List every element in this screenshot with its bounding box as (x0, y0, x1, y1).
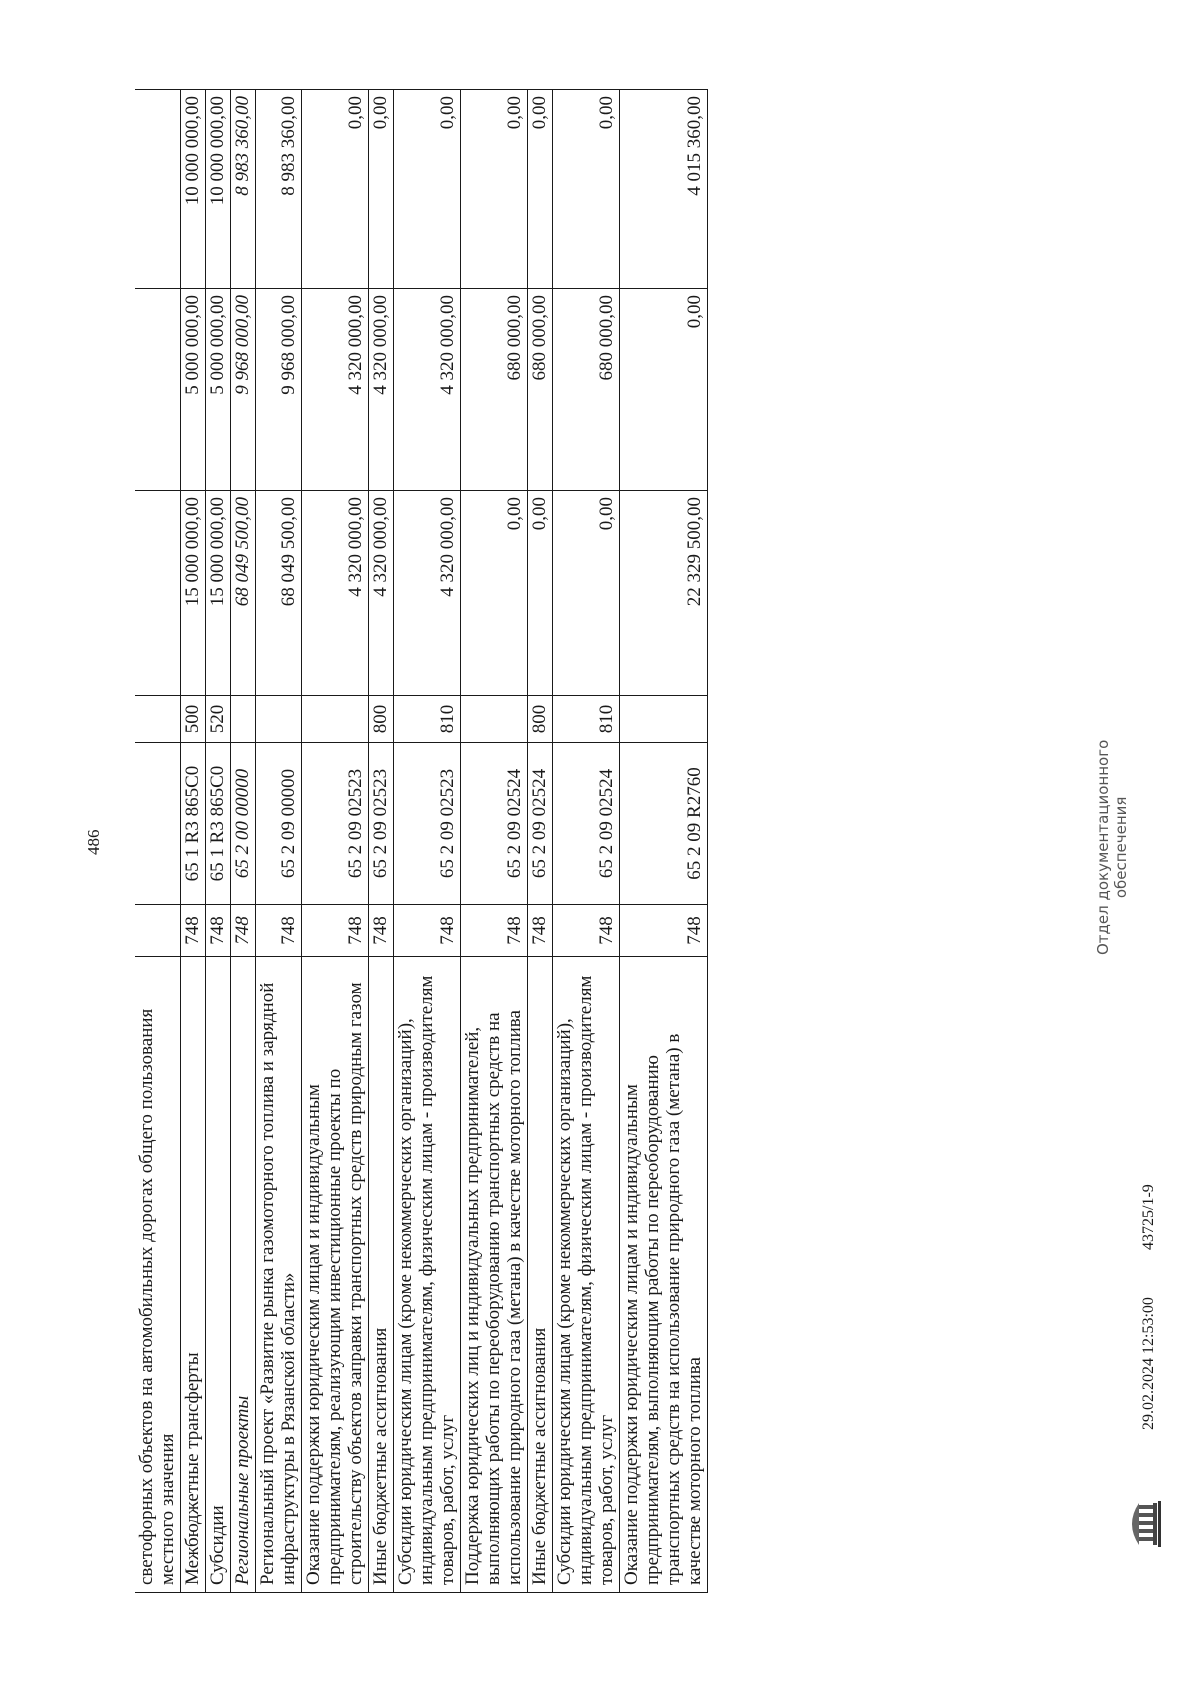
footer-date: 29.02.2024 12:53:00 (1140, 1297, 1157, 1430)
stamp-line-2: обеспечения (1112, 796, 1130, 899)
row-csr-cell: 65 2 09 02524 (553, 743, 620, 905)
row-name-cell: светофорных объектов на автомобильных дорогах общего пользования местного значения (135, 957, 181, 1593)
table-row (302, 90, 369, 1593)
row-csr-cell (135, 743, 181, 905)
table-row (181, 90, 206, 1593)
page-footer (1094, 255, 1180, 1555)
department-stamp (1094, 740, 1130, 955)
budget-table (135, 89, 708, 1593)
row-gr-cell: 748 (461, 905, 528, 957)
table-row (256, 90, 302, 1593)
duma-logo-icon (1125, 1493, 1165, 1555)
row-amount-2026-cell: 10 000 000,00 (206, 90, 231, 289)
row-gr-cell: 748 (553, 905, 620, 957)
table-row (135, 90, 181, 1593)
row-csr-cell: 65 1 R3 865C0 (181, 743, 206, 905)
row-gr-cell: 748 (302, 905, 369, 957)
row-csr-cell: 65 2 09 02524 (528, 743, 553, 905)
table-row (620, 90, 708, 1593)
row-amount-2024-cell: 15 000 000,00 (181, 491, 206, 696)
row-amount-2025-cell: 5 000 000,00 (206, 289, 231, 491)
stamp-line-1: Отдел документационного (1094, 739, 1112, 955)
row-amount-2026-cell: 4 015 360,00 (620, 90, 708, 289)
row-gr-cell: 748 (528, 905, 553, 957)
row-amount-2025-cell: 9 968 000,00 (231, 289, 256, 491)
row-name-cell: Субсидии (206, 957, 231, 1593)
row-amount-2024-cell: 4 320 000,00 (369, 491, 394, 696)
row-csr-cell: 65 2 09 02523 (302, 743, 369, 905)
row-amount-2024-cell: 0,00 (553, 491, 620, 696)
row-csr-cell: 65 1 R3 865C0 (206, 743, 231, 905)
row-amount-2026-cell: 0,00 (461, 90, 528, 289)
row-csr-cell: 65 2 09 R2760 (620, 743, 708, 905)
row-amount-2026-cell (135, 90, 181, 289)
row-vr-cell (620, 696, 708, 743)
row-amount-2025-cell: 4 320 000,00 (394, 289, 461, 491)
row-gr-cell: 748 (181, 905, 206, 957)
row-name-cell: Региональный проект «Развитие рынка газомоторного топлива и зарядной инфраструктуры в Рязанской области» (256, 957, 302, 1593)
row-gr-cell (135, 905, 181, 957)
row-csr-cell: 65 2 09 02524 (461, 743, 528, 905)
table-row (394, 90, 461, 1593)
table-row (206, 90, 231, 1593)
row-name-cell: Субсидии юридическим лицам (кроме некоммерческих организаций), индивидуальным предпринимателям, физическим лицам - производителям товаров, работ, услуг (394, 957, 461, 1593)
row-vr-cell (231, 696, 256, 743)
row-csr-cell: 65 2 09 02523 (394, 743, 461, 905)
row-name-cell: Межбюджетные трансферты (181, 957, 206, 1593)
table-row (461, 90, 528, 1593)
row-vr-cell: 500 (181, 696, 206, 743)
row-amount-2026-cell: 0,00 (369, 90, 394, 289)
row-amount-2024-cell: 68 049 500,00 (231, 491, 256, 696)
row-amount-2024-cell: 4 320 000,00 (302, 491, 369, 696)
row-gr-cell: 748 (256, 905, 302, 957)
row-amount-2025-cell: 4 320 000,00 (302, 289, 369, 491)
row-vr-cell: 810 (394, 696, 461, 743)
row-gr-cell: 748 (369, 905, 394, 957)
row-name-cell: Оказание поддержки юридическим лицам и индивидуальным предпринимателям, выполняющим работы по переоборудованию транспортных средств на использование природного газа (метана) в качестве моторного топлива (620, 957, 708, 1593)
row-amount-2025-cell: 680 000,00 (528, 289, 553, 491)
row-name-cell: Региональные проекты (231, 957, 256, 1593)
row-amount-2024-cell: 4 320 000,00 (394, 491, 461, 696)
row-amount-2025-cell (135, 289, 181, 491)
row-amount-2026-cell: 8 983 360,00 (231, 90, 256, 289)
row-amount-2024-cell: 15 000 000,00 (206, 491, 231, 696)
table-row (369, 90, 394, 1593)
row-amount-2025-cell: 4 320 000,00 (369, 289, 394, 491)
row-amount-2024-cell (135, 491, 181, 696)
table-row (553, 90, 620, 1593)
row-vr-cell: 800 (528, 696, 553, 743)
table-row (231, 90, 256, 1593)
row-vr-cell: 800 (369, 696, 394, 743)
row-name-cell: Иные бюджетные ассигнования (528, 957, 553, 1593)
row-name-cell: Иные бюджетные ассигнования (369, 957, 394, 1593)
page-number: 486 (84, 829, 103, 855)
row-amount-2025-cell: 5 000 000,00 (181, 289, 206, 491)
row-name-cell: Поддержка юридических лиц и индивидуальных предпринимателей, выполняющих работы по переоборудованию транспортных средств на использование природного газа (метана) в качестве моторного топлива (461, 957, 528, 1593)
row-amount-2025-cell: 680 000,00 (461, 289, 528, 491)
row-amount-2026-cell: 10 000 000,00 (181, 90, 206, 289)
row-vr-cell: 520 (206, 696, 231, 743)
row-csr-cell: 65 2 09 02523 (369, 743, 394, 905)
row-amount-2024-cell: 68 049 500,00 (256, 491, 302, 696)
row-gr-cell: 748 (206, 905, 231, 957)
row-amount-2026-cell: 0,00 (553, 90, 620, 289)
row-csr-cell: 65 2 00 00000 (231, 743, 256, 905)
row-amount-2025-cell: 680 000,00 (553, 289, 620, 491)
table-row (528, 90, 553, 1593)
row-vr-cell (302, 696, 369, 743)
row-amount-2024-cell: 22 329 500,00 (620, 491, 708, 696)
row-amount-2026-cell: 0,00 (528, 90, 553, 289)
row-vr-cell: 810 (553, 696, 620, 743)
row-amount-2024-cell: 0,00 (461, 491, 528, 696)
row-amount-2026-cell: 8 983 360,00 (256, 90, 302, 289)
row-amount-2026-cell: 0,00 (394, 90, 461, 289)
row-gr-cell: 748 (231, 905, 256, 957)
row-name-cell: Субсидии юридическим лицам (кроме некоммерческих организаций), индивидуальным предпринимателям, физическим лицам - производителям товаров, работ, услуг (553, 957, 620, 1593)
row-name-cell: Оказание поддержки юридическим лицам и индивидуальным предпринимателям, реализующим инвестиционные проекты по строительству объектов заправки транспортных средств природным газом (302, 957, 369, 1593)
footer-document-number: 43725/1-9 (1140, 1184, 1157, 1250)
row-amount-2025-cell: 0,00 (620, 289, 708, 491)
row-amount-2024-cell: 0,00 (528, 491, 553, 696)
row-amount-2026-cell: 0,00 (302, 90, 369, 289)
row-amount-2025-cell: 9 968 000,00 (256, 289, 302, 491)
row-vr-cell (135, 696, 181, 743)
row-gr-cell: 748 (394, 905, 461, 957)
row-csr-cell: 65 2 09 00000 (256, 743, 302, 905)
row-vr-cell (461, 696, 528, 743)
row-gr-cell: 748 (620, 905, 708, 957)
row-vr-cell (256, 696, 302, 743)
